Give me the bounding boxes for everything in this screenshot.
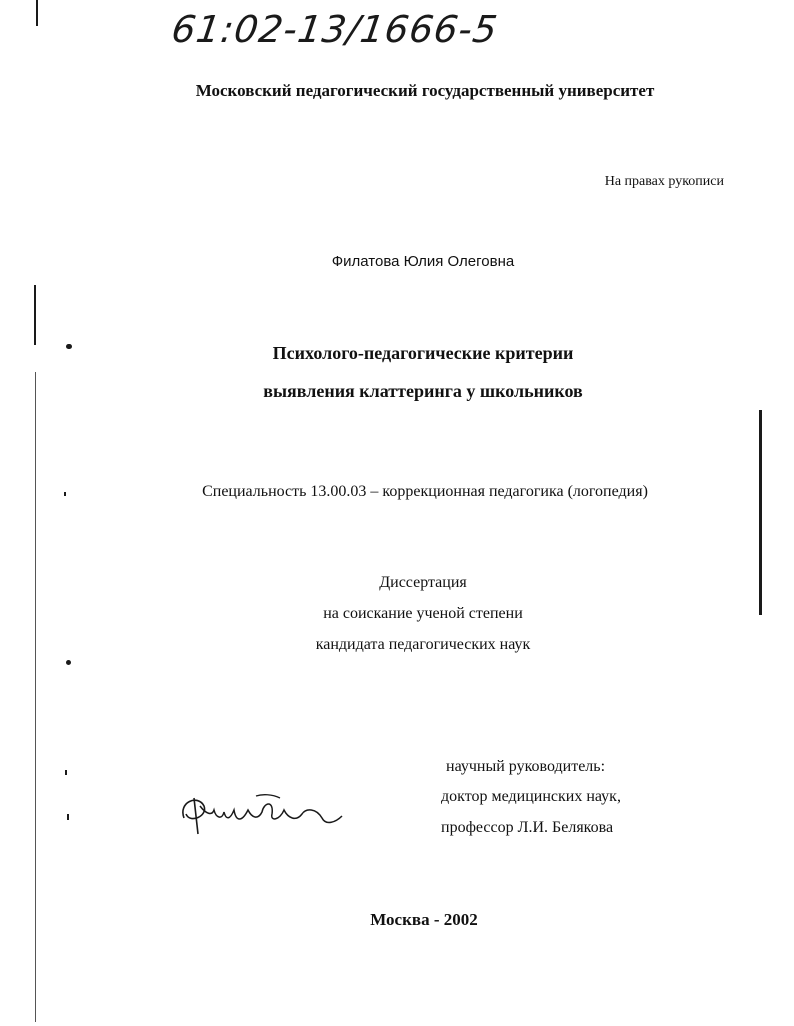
- supervisor-name: профессор Л.И. Белякова: [441, 819, 614, 836]
- scan-speck: [66, 344, 72, 349]
- left-border-line: [35, 372, 36, 1022]
- dissertation-label: Диссертация: [379, 574, 467, 591]
- supervisor-degree: доктор медицинских наук,: [441, 788, 621, 805]
- supervisor-label: научный руководитель:: [446, 758, 606, 775]
- left-border-line: [36, 0, 38, 26]
- degree-line-2: кандидата педагогических наук: [315, 636, 531, 653]
- scan-speck: [66, 660, 71, 665]
- scan-speck: [67, 814, 69, 820]
- right-border-line: [759, 410, 762, 615]
- author-name: Филатова Юлия Олеговна: [331, 253, 515, 270]
- thesis-title-line-2: выявления клаттеринга у школьников: [263, 381, 583, 401]
- city-year: Москва - 2002: [370, 910, 478, 929]
- scan-speck: [65, 770, 67, 775]
- degree-line-1: на соискание ученой степени: [323, 605, 523, 622]
- thesis-title-line-1: Психолого-педагогические критерии: [272, 343, 574, 363]
- rights-note: На правах рукописи: [604, 174, 724, 189]
- left-border-line: [34, 285, 36, 345]
- scan-speck: [64, 492, 66, 496]
- handwritten-archive-code: 61:02-13/1666-5: [168, 8, 501, 51]
- handwritten-signature: [176, 788, 346, 843]
- university-name: Московский педагогический государственный университет: [195, 81, 655, 100]
- specialty-line: Специальность 13.00.03 – коррекционная педагогика (логопедия): [202, 483, 648, 500]
